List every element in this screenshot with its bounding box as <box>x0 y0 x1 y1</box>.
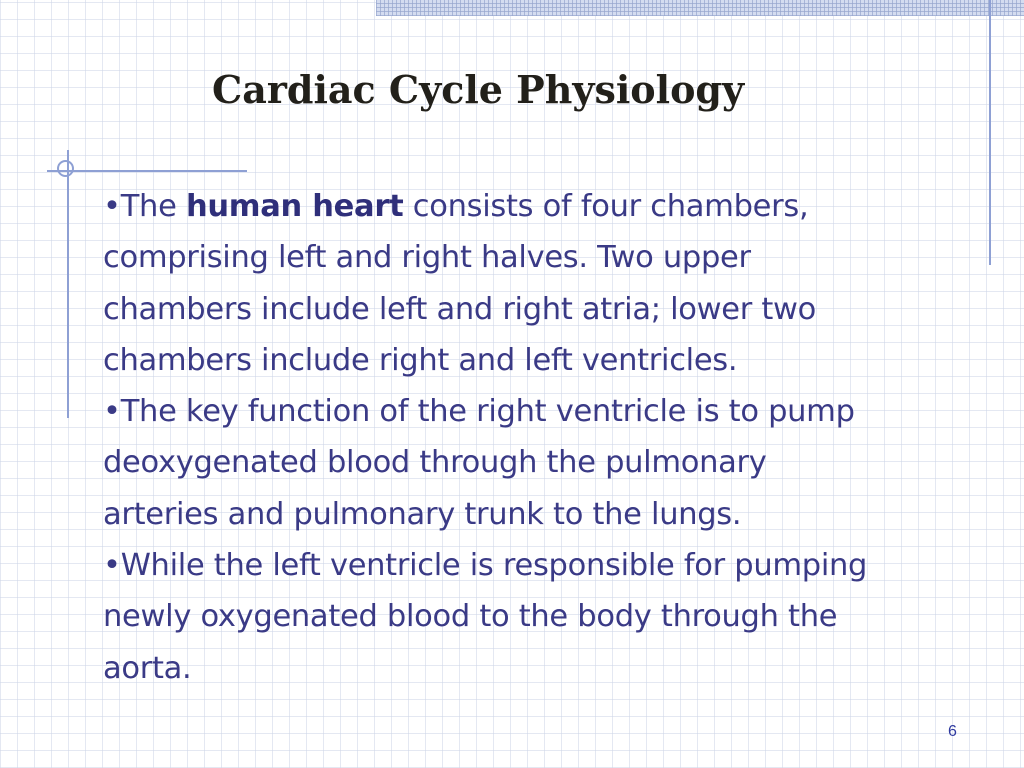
bullet-line: arteries and pulmonary trunk to the lungs. <box>103 496 742 532</box>
bullet-marker: • <box>103 189 121 224</box>
bullet-line: chambers include right and left ventricles. <box>103 342 738 378</box>
left-accent-rule <box>67 150 69 418</box>
bullet-item-left-ventricle <box>103 540 998 694</box>
accent-circle-icon <box>57 160 74 177</box>
bullet-line: deoxygenated blood through the pulmonary <box>103 445 767 481</box>
text-run: While the left ventricle is responsible for pumping <box>120 548 868 584</box>
top-decorative-band <box>376 0 1024 16</box>
emphasis-human-heart: human heart <box>185 189 404 224</box>
bullet-marker: • <box>103 394 121 430</box>
text-run: The key function of the right ventricle is to pump <box>120 394 855 430</box>
text-run: consists of four chambers, <box>403 189 809 224</box>
bullet-line: comprising left and right halves. Two upper <box>103 240 751 276</box>
bullet-line <box>103 540 998 591</box>
bullet-line: aorta. <box>103 650 192 686</box>
horizontal-accent-rule <box>47 170 247 172</box>
bullet-line <box>103 386 998 437</box>
slide-title: Cardiac Cycle Physiology <box>212 67 745 112</box>
bullet-line: newly oxygenated blood to the body through the <box>103 599 838 635</box>
bullet-item-right-ventricle <box>103 386 998 540</box>
bullet-line <box>103 181 998 232</box>
text-run: The <box>120 189 186 224</box>
bullet-item-human-heart <box>103 181 998 386</box>
slide-body <box>103 181 998 694</box>
page-number: 6 <box>948 723 957 740</box>
bullet-marker: • <box>103 548 121 584</box>
bullet-line: chambers include left and right atria; lower two <box>103 291 817 327</box>
